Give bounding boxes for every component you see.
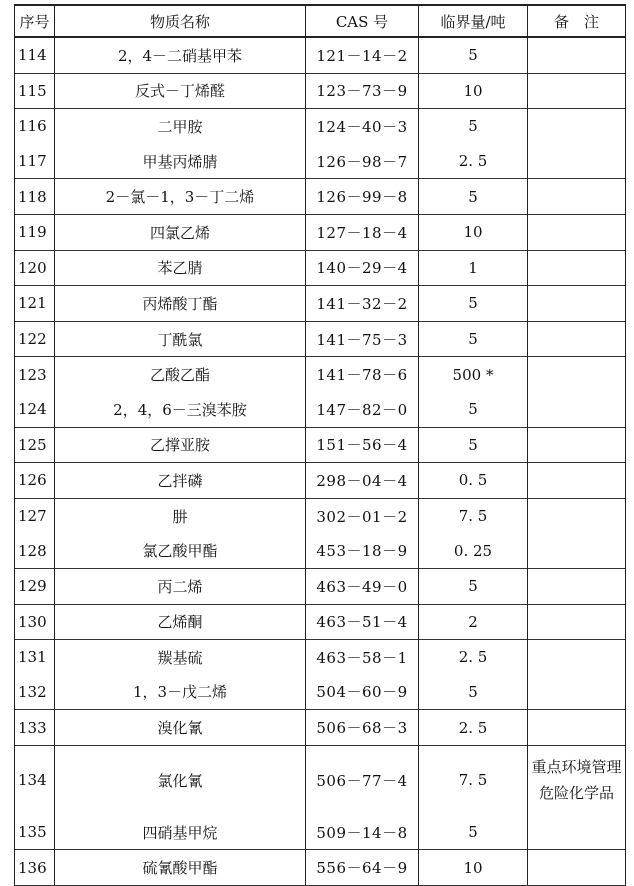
serial-number-cell: 136 [15, 850, 55, 886]
cas-number-cell: 302－01－2 [306, 498, 419, 533]
chemical-threshold-table-frame [14, 4, 625, 886]
serial-number-cell: 116 [15, 109, 55, 144]
remarks-cell [528, 37, 626, 73]
cas-number-cell: 453－18－9 [306, 533, 419, 568]
serial-number-cell: 120 [15, 250, 55, 286]
header-serial-number: 序号 [15, 5, 55, 37]
remarks-cell [528, 498, 626, 533]
table-row [15, 568, 626, 604]
remarks-cell [528, 675, 626, 710]
remarks-cell [528, 73, 626, 109]
threshold-quantity-cell: 10 [419, 850, 528, 886]
cas-number-cell: 140－29－4 [306, 250, 419, 286]
threshold-quantity-cell: 5 [419, 321, 528, 357]
serial-number-cell: 134 [15, 745, 55, 815]
header-threshold-quantity: 临界量/吨 [419, 5, 528, 37]
threshold-quantity-cell: 5 [419, 286, 528, 322]
serial-number-cell: 118 [15, 179, 55, 215]
table-row [15, 73, 626, 109]
serial-number-cell: 123 [15, 357, 55, 392]
cas-number-cell: 147－82－0 [306, 392, 419, 427]
serial-number-cell: 133 [15, 710, 55, 746]
serial-number-cell: 128 [15, 533, 55, 568]
remarks-cell: 重点环境管理 危险化学品 [528, 745, 626, 815]
table-row [15, 427, 626, 463]
cas-number-cell: 463－58－1 [306, 640, 419, 675]
remarks-cell [528, 286, 626, 322]
header-substance-name: 物质名称 [55, 5, 306, 37]
cas-number-cell: 504－60－9 [306, 675, 419, 710]
serial-number-cell: 115 [15, 73, 55, 109]
threshold-quantity-cell: 5 [419, 675, 528, 710]
cas-number-cell: 506－68－3 [306, 710, 419, 746]
cas-number-cell: 463－49－0 [306, 568, 419, 604]
substance-name-cell: 硫氰酸甲酯 [55, 850, 306, 886]
substance-name-cell: 乙烯酮 [55, 604, 306, 640]
remarks-cell [528, 144, 626, 179]
substance-name-cell: 1，3－戊二烯 [55, 675, 306, 710]
table-row [15, 745, 626, 815]
serial-number-cell: 124 [15, 392, 55, 427]
cas-number-cell: 124－40－3 [306, 109, 419, 144]
cas-number-cell: 126－99－8 [306, 179, 419, 215]
table-row [15, 357, 626, 392]
cas-number-cell: 141－75－3 [306, 321, 419, 357]
threshold-quantity-cell: 2. 5 [419, 710, 528, 746]
remarks-cell [528, 357, 626, 392]
substance-name-cell: 苯乙腈 [55, 250, 306, 286]
threshold-quantity-cell: 2 [419, 604, 528, 640]
cas-number-cell: 509－14－8 [306, 815, 419, 850]
remarks-cell [528, 533, 626, 568]
remarks-cell [528, 179, 626, 215]
threshold-quantity-cell: 2. 5 [419, 640, 528, 675]
threshold-quantity-cell: 0. 5 [419, 463, 528, 499]
table-row [15, 109, 626, 144]
table-body [15, 37, 626, 886]
cas-number-cell: 151－56－4 [306, 427, 419, 463]
table-header-row [15, 5, 626, 37]
remarks-cell [528, 710, 626, 746]
remarks-cell [528, 109, 626, 144]
threshold-quantity-cell: 7. 5 [419, 745, 528, 815]
table-row [15, 710, 626, 746]
table-row [15, 850, 626, 886]
substance-name-cell: 溴化氰 [55, 710, 306, 746]
substance-name-cell: 2，4－二硝基甲苯 [55, 37, 306, 73]
table-row [15, 392, 626, 427]
threshold-quantity-cell: 5 [419, 392, 528, 427]
substance-name-cell: 甲基丙烯腈 [55, 144, 306, 179]
remarks-cell [528, 321, 626, 357]
threshold-quantity-cell: 5 [419, 568, 528, 604]
table-row [15, 604, 626, 640]
cas-number-cell: 556－64－9 [306, 850, 419, 886]
substance-name-cell: 乙撑亚胺 [55, 427, 306, 463]
serial-number-cell: 129 [15, 568, 55, 604]
threshold-quantity-cell: 5 [419, 179, 528, 215]
threshold-quantity-cell: 5 [419, 427, 528, 463]
cas-number-cell: 141－32－2 [306, 286, 419, 322]
substance-name-cell: 氯化氰 [55, 745, 306, 815]
serial-number-cell: 126 [15, 463, 55, 499]
substance-name-cell: 羰基硫 [55, 640, 306, 675]
substance-name-cell: 二甲胺 [55, 109, 306, 144]
serial-number-cell: 131 [15, 640, 55, 675]
table-row [15, 533, 626, 568]
serial-number-cell: 135 [15, 815, 55, 850]
substance-name-cell: 乙酸乙酯 [55, 357, 306, 392]
substance-name-cell: 反式－丁烯醛 [55, 73, 306, 109]
serial-number-cell: 127 [15, 498, 55, 533]
threshold-quantity-cell: 5 [419, 815, 528, 850]
threshold-quantity-cell: 0. 25 [419, 533, 528, 568]
table-row [15, 250, 626, 286]
cas-number-cell: 126－98－7 [306, 144, 419, 179]
threshold-quantity-cell: 5 [419, 37, 528, 73]
remarks-cell [528, 815, 626, 850]
serial-number-cell: 132 [15, 675, 55, 710]
remarks-cell [528, 640, 626, 675]
cas-number-cell: 127－18－4 [306, 214, 419, 250]
remarks-cell [528, 427, 626, 463]
table-row [15, 144, 626, 179]
table-row [15, 321, 626, 357]
cas-number-cell: 141－78－6 [306, 357, 419, 392]
table-row [15, 640, 626, 675]
serial-number-cell: 119 [15, 214, 55, 250]
header-remarks: 备 注 [528, 5, 626, 37]
substance-name-cell: 丙烯酸丁酯 [55, 286, 306, 322]
serial-number-cell: 122 [15, 321, 55, 357]
cas-number-cell: 463－51－4 [306, 604, 419, 640]
table-row [15, 815, 626, 850]
cas-number-cell: 123－73－9 [306, 73, 419, 109]
remarks-cell [528, 250, 626, 286]
remarks-cell [528, 568, 626, 604]
substance-name-cell: 丙二烯 [55, 568, 306, 604]
table-row [15, 498, 626, 533]
remarks-cell [528, 392, 626, 427]
serial-number-cell: 125 [15, 427, 55, 463]
substance-name-cell: 肼 [55, 498, 306, 533]
serial-number-cell: 121 [15, 286, 55, 322]
substance-name-cell: 乙拌磷 [55, 463, 306, 499]
serial-number-cell: 114 [15, 37, 55, 73]
threshold-quantity-cell: 5 [419, 109, 528, 144]
substance-name-cell: 丁酰氯 [55, 321, 306, 357]
table-row [15, 37, 626, 73]
serial-number-cell: 117 [15, 144, 55, 179]
table-row [15, 214, 626, 250]
substance-name-cell: 四氯乙烯 [55, 214, 306, 250]
threshold-quantity-cell: 10 [419, 73, 528, 109]
cas-number-cell: 298－04－4 [306, 463, 419, 499]
cas-number-cell: 121－14－2 [306, 37, 419, 73]
serial-number-cell: 130 [15, 604, 55, 640]
substance-name-cell: 2，4，6－三溴苯胺 [55, 392, 306, 427]
table-row [15, 675, 626, 710]
header-cas-number: CAS 号 [306, 5, 419, 37]
table-row [15, 179, 626, 215]
threshold-quantity-cell: 1 [419, 250, 528, 286]
cas-number-cell: 506－77－4 [306, 745, 419, 815]
remarks-cell [528, 850, 626, 886]
table-row [15, 463, 626, 499]
remarks-cell [528, 463, 626, 499]
substance-name-cell: 氯乙酸甲酯 [55, 533, 306, 568]
threshold-quantity-cell: 7. 5 [419, 498, 528, 533]
substance-name-cell: 四硝基甲烷 [55, 815, 306, 850]
table-row [15, 286, 626, 322]
substance-name-cell: 2－氯－1，3－丁二烯 [55, 179, 306, 215]
threshold-quantity-cell: 2. 5 [419, 144, 528, 179]
threshold-quantity-cell: 500 * [419, 357, 528, 392]
remarks-cell [528, 214, 626, 250]
threshold-quantity-cell: 10 [419, 214, 528, 250]
remarks-cell [528, 604, 626, 640]
chemical-threshold-table [14, 4, 626, 886]
